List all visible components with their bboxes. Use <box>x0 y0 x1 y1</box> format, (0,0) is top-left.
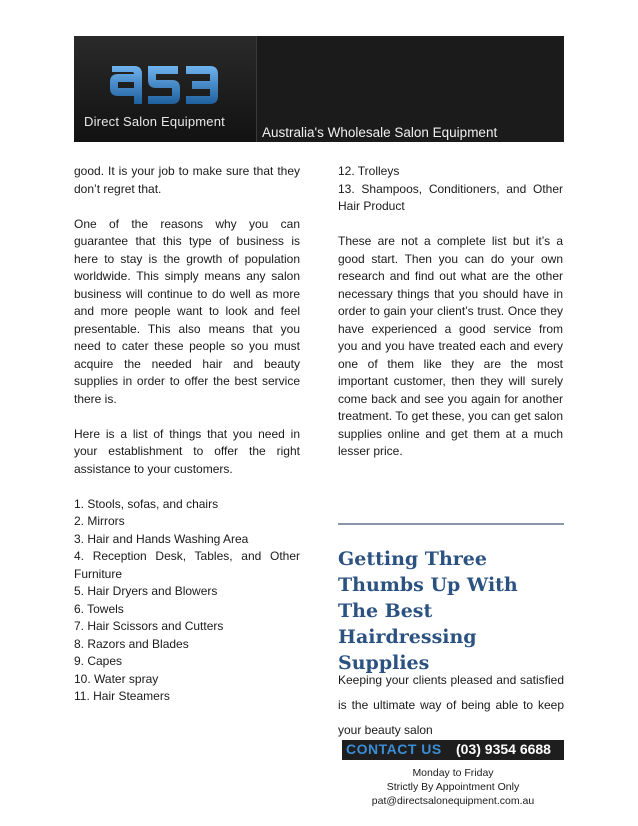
tagline: Australia's Wholesale Salon Equipment <box>262 125 498 140</box>
company-name: Direct Salon Equipment <box>84 114 225 129</box>
contact-banner[interactable] <box>342 740 564 760</box>
list-item: 4. Reception Desk, Tables, and Other Furniture <box>74 549 300 581</box>
list-item: 9. Capes <box>74 654 123 668</box>
logo-mark-icon <box>106 52 226 108</box>
paragraph: One of the reasons why you can guarantee that this type of business is here to stay is the growth of population worldwide. This simply means any salon business will continue to do well as more and more people want to look and feel presentable. This also means that you need to cater these people so you must acquire the needed hair and beauty supplies in order to offer the best service there is. <box>74 216 300 406</box>
left-column <box>74 163 300 706</box>
list-item: 2. Mirrors <box>74 514 125 528</box>
list-item: 6. Towels <box>74 601 124 616</box>
appointment-text: Strictly By Appointment Only <box>386 781 520 793</box>
list-item: 10. Water spray <box>74 671 159 686</box>
paragraph: Keeping your clients pleased and satisfied is the ultimate way of being able to keep your beauty salon <box>338 673 564 737</box>
phone-number[interactable]: (03) 9354 6688 <box>456 741 551 757</box>
list-item: 8. Razors and Blades <box>74 636 189 651</box>
list-item: 11. Hair Steamers <box>74 689 170 703</box>
hours-text: Monday to Friday <box>412 767 494 779</box>
paragraph: These are not a complete list but it’s a good start. Then you can do your own research and find out what are the other necessary things that you should have in order to gain your client’s trust. Once they have experienced a good service from you and you have treated each and every one of them like they are the most important customer, then they will surely come back and see you again for another treatment. To get these, you can get salon supplies online and get them at a much lesser price. <box>338 234 563 458</box>
paragraph: Here is a list of things that you need in your establishment to offer the right assistance to your customers. <box>74 426 300 476</box>
list-item: 7. Hair Scissors and Cutters <box>74 619 224 633</box>
section-divider <box>338 523 564 525</box>
list-item: 12. Trolleys <box>338 164 400 178</box>
email-link[interactable]: pat@directsalonequipment.com.au <box>371 795 535 807</box>
header-divider <box>256 36 257 142</box>
list-item: 5. Hair Dryers and Blowers <box>74 584 218 598</box>
list-item: 3. Hair and Hands Washing Area <box>74 531 249 546</box>
section-heading: Getting Three Thumbs Up With The Best Hairdressing Supplies <box>338 548 518 674</box>
page-header <box>74 36 564 142</box>
paragraph: good. It is your job to make sure that they don’t regret that. <box>74 164 300 196</box>
list-item: 1. Stools, sofas, and chairs <box>74 496 219 511</box>
logo[interactable] <box>74 36 256 142</box>
contact-label: CONTACT US <box>346 741 442 757</box>
supplies-list <box>74 496 300 706</box>
right-column <box>338 163 563 478</box>
list-item: 13. Shampoos, Conditioners, and Other Hair Product <box>338 181 563 213</box>
